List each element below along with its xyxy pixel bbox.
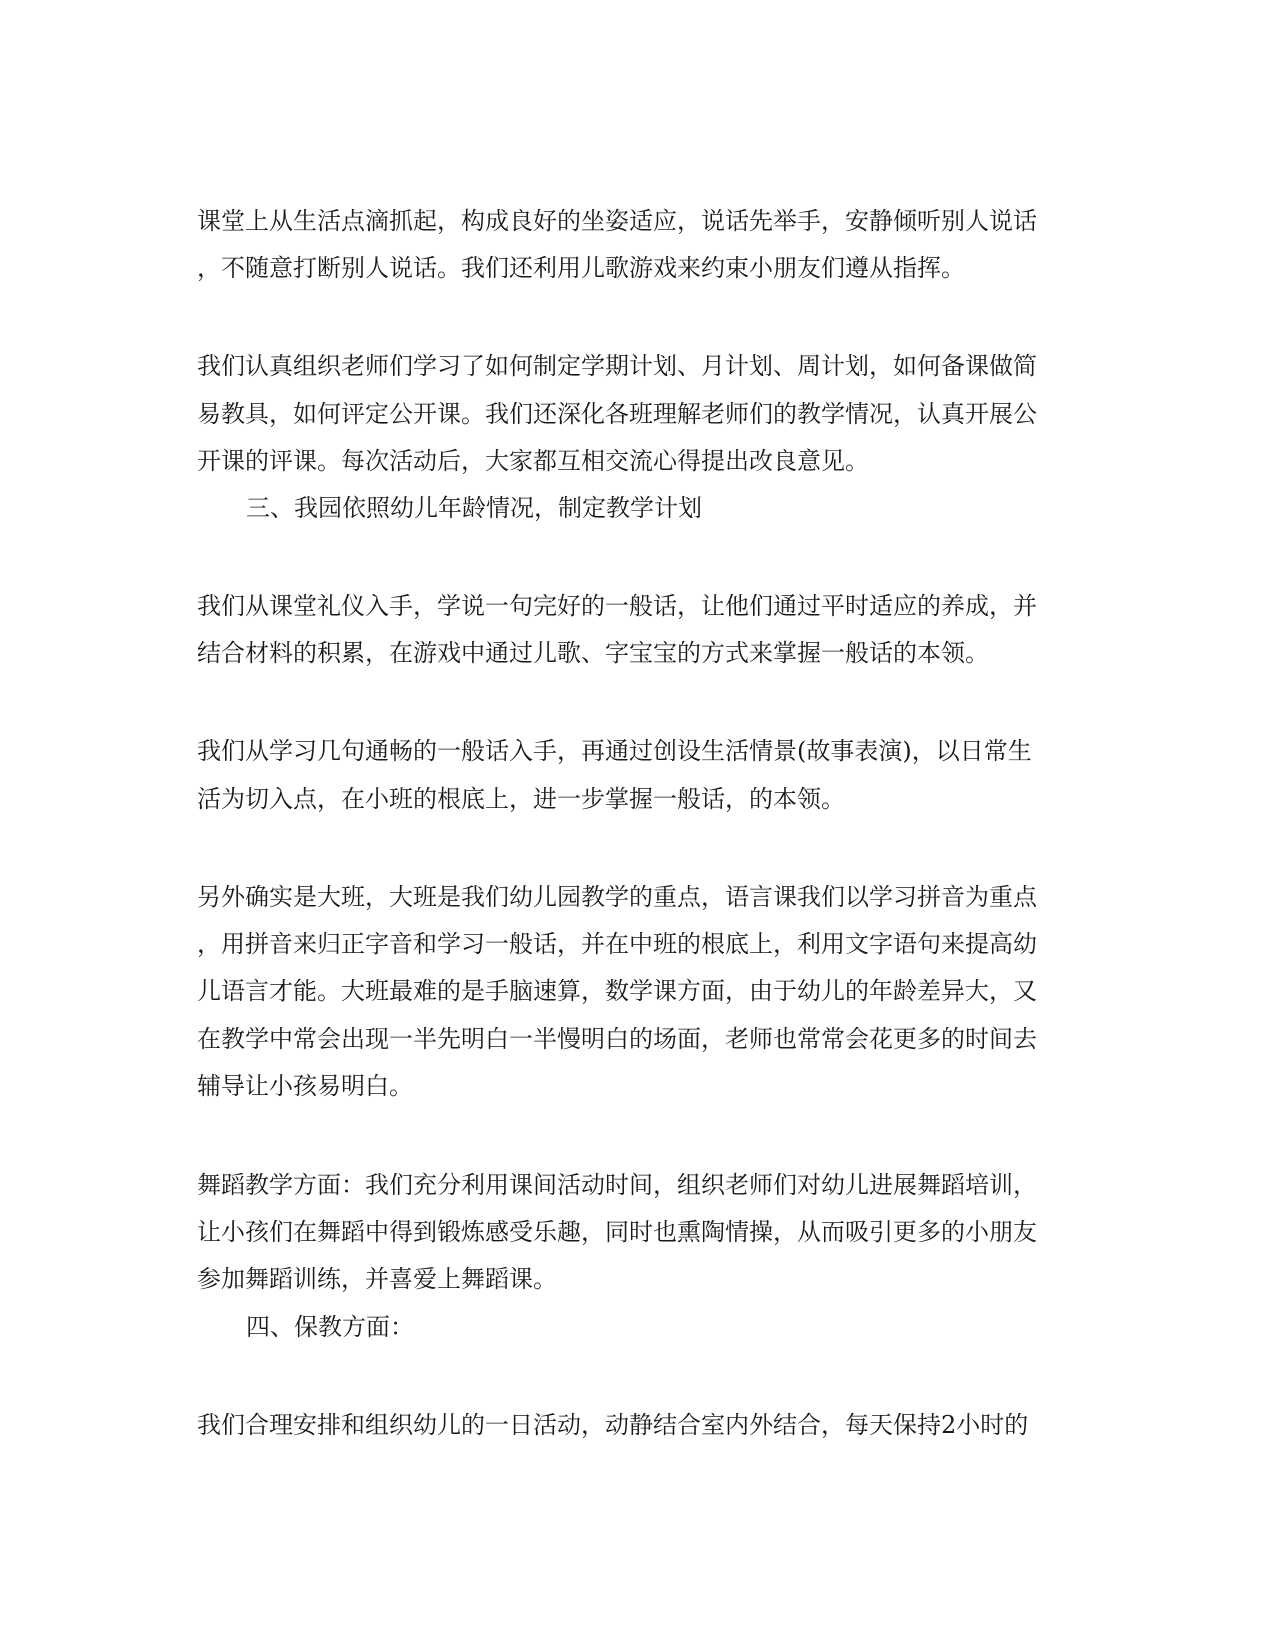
section-heading: 三、我园依照幼儿年龄情况，制定教学计划 bbox=[246, 494, 702, 522]
text-line: ，不随意打断别人说话。我们还利用儿歌游戏来约束小朋友们遵从指挥。 bbox=[197, 254, 965, 282]
text-line: 开课的评课。每次活动后，大家都互相交流心得提出改良意见。 bbox=[197, 447, 869, 475]
text-line: 舞蹈教学方面：我们充分利用课间活动时间，组织老师们对幼儿进展舞蹈培训， bbox=[197, 1171, 1037, 1199]
text-line: 参加舞蹈训练，并喜爱上舞蹈课。 bbox=[197, 1265, 557, 1293]
text-line: 易教具，如何评定公开课。我们还深化各班理解老师们的教学情况，认真开展公 bbox=[197, 400, 1037, 428]
section-heading: 四、保教方面： bbox=[246, 1313, 414, 1341]
text-line: 另外确实是大班，大班是我们幼儿园教学的重点，语言课我们以学习拼音为重点 bbox=[197, 883, 1037, 911]
text-line: 我们合理安排和组织幼儿的一日活动，动静结合室内外结合，每天保持2小时的 bbox=[197, 1411, 1029, 1439]
text-line: ，用拼音来归正字音和学习一般话，并在中班的根底上，利用文字语句来提高幼 bbox=[197, 930, 1037, 958]
text-line: 结合材料的积累，在游戏中通过儿歌、字宝宝的方式来掌握一般话的本领。 bbox=[197, 639, 989, 667]
text-line: 活为切入点，在小班的根底上，进一步掌握一般话，的本领。 bbox=[197, 785, 845, 813]
text-line: 让小孩们在舞蹈中得到锻炼感受乐趣，同时也熏陶情操，从而吸引更多的小朋友 bbox=[197, 1218, 1037, 1246]
text-line: 儿语言才能。大班最难的是手脑速算，数学课方面，由于幼儿的年龄差异大，又 bbox=[197, 977, 1037, 1005]
text-line: 我们认真组织老师们学习了如何制定学期计划、月计划、周计划，如何备课做简 bbox=[197, 352, 1037, 380]
text-line: 辅导让小孩易明白。 bbox=[197, 1072, 413, 1100]
text-line: 我们从学习几句通畅的一般话入手，再通过创设生活情景(故事表演)，以日常生 bbox=[197, 737, 1032, 765]
text-line: 我们从课堂礼仪入手，学说一句完好的一般话，让他们通过平时适应的养成，并 bbox=[197, 592, 1037, 620]
text-line: 在教学中常会出现一半先明白一半慢明白的场面，老师也常常会花更多的时间去 bbox=[197, 1025, 1037, 1053]
text-line: 课堂上从生活点滴抓起，构成良好的坐姿适应，说话先举手，安静倾听别人说话 bbox=[197, 207, 1037, 235]
